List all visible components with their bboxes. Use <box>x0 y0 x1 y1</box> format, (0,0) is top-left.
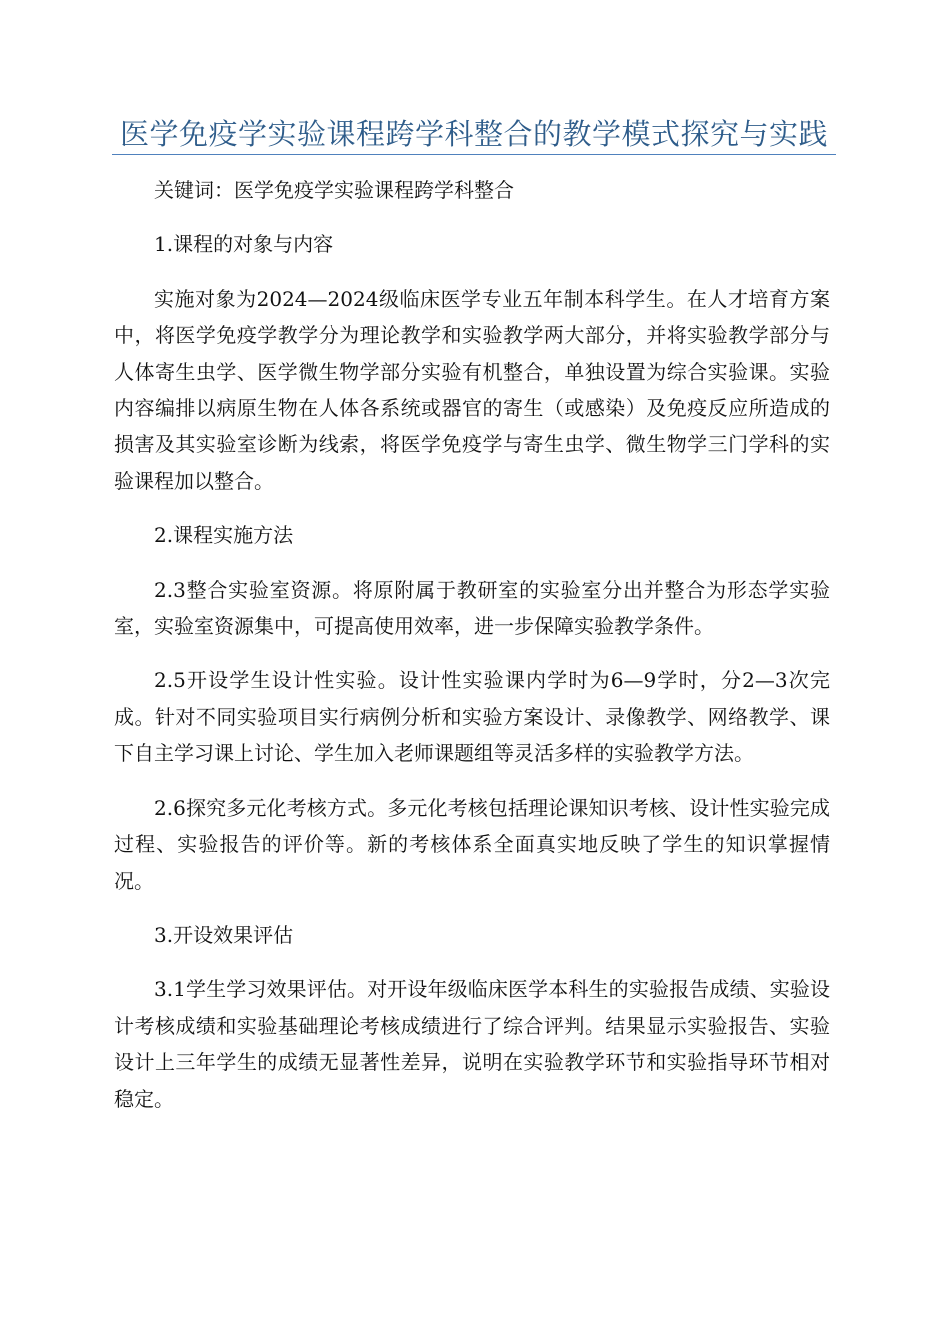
paragraph-course-object: 实施对象为2024—2024级临床医学专业五年制本科学生。在人才培育方案中，将医学免疫学教学分为理论教学和实验教学两大部分，并将实验教学部分与人体寄生虫学、医学微生物学部分实验有机整合，单独设置为综合实验课。实验内容编排以病原生物在人体各系统或器官的寄生（或感染）及免疫反应所造成的损害及其实验室诊断为线索，将医学免疫学与寄生虫学、微生物学三门学科的实验课程加以整合。 <box>114 286 830 493</box>
section-heading-3: 3.开设效果评估 <box>154 922 294 947</box>
keywords-line: 关键词：医学免疫学实验课程跨学科整合 <box>154 178 514 202</box>
paragraph-3-1: 3.1学生学习效果评估。对开设年级临床医学本科生的实验报告成绩、实验设计考核成绩和实验基础理论考核成绩进行了综合评判。结果显示实验报告、实验设计上三年学生的成绩无显著性差异，说明在实验教学环节和实验指导环节相对稳定。 <box>114 977 830 1111</box>
paragraph-2-5: 2.5开设学生设计性实验。设计性实验课内学时为6—9学时，分2—3次完成。针对不同实验项目实行病例分析和实验方案设计、录像教学、网络教学、课下自主学习课上讨论、学生加入老师课题组等灵活多样的实验教学方法。 <box>114 668 830 766</box>
title-underline <box>112 154 836 155</box>
document-body <box>114 172 830 1135</box>
paragraph-2-3: 2.3整合实验室资源。将原附属于教研室的实验室分出并整合为形态学实验室，实验室资源集中，可提高使用效率，进一步保障实验教学条件。 <box>114 577 830 639</box>
paragraph-2-6: 2.6探究多元化考核方式。多元化考核包括理论课知识考核、设计性实验完成过程、实验报告的评价等。新的考核体系全面真实地反映了学生的知识掌握情况。 <box>114 795 830 893</box>
document-title: 医学免疫学实验课程跨学科整合的教学模式探究与实践 <box>119 117 828 151</box>
section-heading-1: 1.课程的对象与内容 <box>154 232 334 257</box>
section-heading-2: 2.课程实施方法 <box>154 523 294 548</box>
